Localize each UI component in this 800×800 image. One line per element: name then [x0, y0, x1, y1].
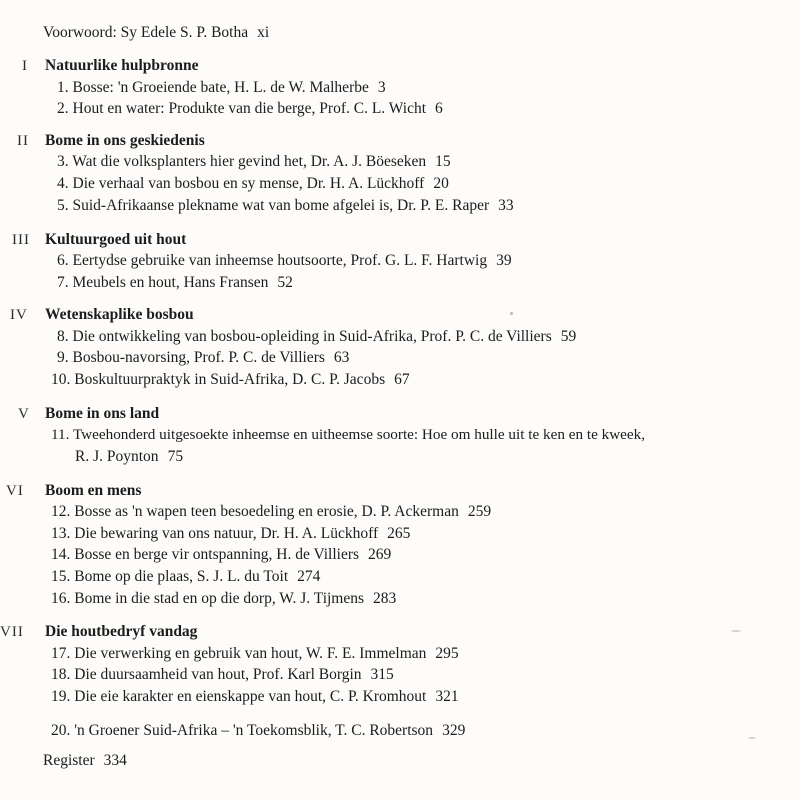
chapter-number: 15. — [51, 568, 71, 585]
chapter-title: Meubels en hout, Hans Fransen — [72, 274, 269, 291]
page-number: 20 — [433, 175, 449, 192]
register-entry[interactable] — [43, 751, 127, 771]
chapter-title: Tweehonderd uitgesoekte inheemse en uitheemse soorte: Hoe om hulle uit te ken en te kweek, — [72, 426, 646, 443]
chapter-entry[interactable] — [51, 370, 410, 390]
part-title: Natuurlike hulpbronne — [45, 57, 199, 74]
page-number: 59 — [560, 328, 577, 345]
chapter-entry[interactable] — [51, 567, 320, 587]
page-number: 265 — [387, 525, 411, 542]
page-number: 63 — [333, 349, 350, 366]
chapter-number: 14. — [51, 546, 71, 563]
chapter-number: 3. — [57, 153, 69, 170]
part-numeral: V — [18, 406, 30, 422]
chapter-title: Die bewaring van ons natuur, Dr. H. A. Lückhoff — [74, 525, 379, 542]
part-numeral: I — [22, 58, 28, 74]
chapter-title: Bosse as 'n wapen teen besoedeling en erosie, D. P. Ackerman — [74, 503, 459, 520]
chapter-title: Bosse: 'n Groeiende bate, H. L. de W. Malherbe — [72, 79, 369, 96]
chapter-number: 11. — [51, 426, 70, 443]
chapter-entry[interactable] — [57, 196, 514, 216]
chapter-title: Bome in die stad en op die dorp, W. J. Tijmens — [74, 590, 365, 607]
page-number: 6 — [435, 100, 443, 117]
chapter-author: R. J. Poynton — [75, 448, 159, 465]
chapter-title: Bosse en berge vir ontspanning, H. de Villiers — [74, 546, 360, 563]
chapter-entry[interactable] — [57, 174, 449, 194]
page-number: 274 — [297, 568, 321, 585]
part-numeral: VI — [6, 483, 24, 499]
register-label: Register — [43, 752, 95, 769]
chapter-title: Die duursaamheid van hout, Prof. Karl Borgin — [74, 666, 362, 683]
chapter-number: 8. — [57, 328, 69, 345]
chapter-number: 19. — [51, 688, 71, 705]
page-number: 315 — [370, 666, 394, 683]
chapter-number: 10. — [51, 371, 71, 388]
chapter-number: 4. — [57, 175, 69, 192]
chapter-number: 13. — [51, 525, 71, 542]
chapter-entry[interactable] — [57, 348, 349, 368]
chapter-number: 1. — [57, 79, 69, 96]
chapter-number: 5. — [57, 197, 69, 214]
chapter-entry[interactable] — [57, 152, 451, 172]
chapter-entry[interactable] — [51, 524, 410, 544]
chapter-entry[interactable] — [57, 327, 576, 347]
chapter-entry[interactable] — [51, 721, 465, 741]
chapter-title: Eertydse gebruike van inheemse houtsoorte, Prof. G. L. F. Hartwig — [72, 252, 488, 269]
chapter-number: 7. — [57, 274, 69, 291]
chapter-entry[interactable] — [51, 545, 391, 565]
part-title: Bome in ons land — [45, 405, 160, 422]
page-number: 39 — [496, 252, 512, 269]
chapter-title: Hout en water: Produkte van die berge, Prof. C. L. Wicht — [72, 100, 427, 117]
page-number: 295 — [435, 645, 459, 662]
chapter-number: 6. — [57, 252, 69, 269]
chapter-entry[interactable] — [51, 644, 459, 664]
paper-speck — [748, 737, 756, 739]
chapter-title: Die eie karakter en eienskappe van hout, C. P. Kromhout — [74, 688, 427, 705]
chapter-number: 16. — [51, 590, 71, 607]
page-number: 52 — [277, 274, 293, 291]
page-number: 67 — [394, 371, 410, 388]
page-number: 33 — [498, 197, 514, 214]
chapter-number: 2. — [57, 100, 69, 117]
chapter-title: Bome op die plaas, S. J. L. du Toit — [74, 568, 289, 585]
page-number: 334 — [103, 752, 127, 769]
chapter-entry[interactable] — [51, 687, 459, 707]
page-number: 283 — [373, 590, 397, 607]
paper-speck — [510, 312, 513, 315]
part-title: Wetenskaplike bosbou — [45, 306, 194, 323]
part-title: Bome in ons geskiedenis — [45, 132, 205, 149]
chapter-title: 'n Groener Suid-Afrika – 'n Toekomsblik, T. C. Robertson — [74, 722, 434, 739]
chapter-entry[interactable] — [51, 665, 394, 685]
page-number: 259 — [467, 503, 492, 520]
part-numeral: III — [12, 232, 30, 248]
part-numeral: VII — [0, 624, 24, 640]
page-number: 3 — [377, 79, 386, 96]
chapter-title: Suid-Afrikaanse plekname wat van bome afgelei is, Dr. P. E. Raper — [72, 197, 490, 214]
chapter-title: Boskultuurpraktyk in Suid-Afrika, D. C. P. Jacobs — [74, 371, 386, 388]
chapter-title: Die ontwikkeling van bosbou-opleiding in Suid-Afrika, Prof. P. C. de Villiers — [72, 328, 552, 345]
part-title: Boom en mens — [45, 482, 142, 499]
chapter-title: Die verhaal van bosbou en sy mense, Dr. H. A. Lückhoff — [72, 175, 425, 192]
page-number: 269 — [368, 546, 392, 563]
chapter-entry[interactable] — [57, 273, 293, 293]
page-number: 15 — [435, 153, 451, 170]
part-title: Die houtbedryf vandag — [45, 623, 198, 640]
chapter-number: 9. — [57, 349, 69, 366]
part-numeral: IV — [10, 307, 28, 323]
page-number: 75 — [167, 448, 184, 465]
chapter-title: Wat die volksplanters hier gevind het, Dr. A. J. Böeseken — [72, 153, 427, 170]
chapter-entry[interactable] — [51, 502, 491, 522]
page-number: 329 — [442, 722, 466, 739]
page-number: 321 — [435, 688, 459, 705]
part-numeral: II — [17, 133, 29, 149]
paper-speck — [731, 630, 741, 632]
chapter-entry[interactable] — [51, 425, 645, 445]
chapter-entry-continuation[interactable] — [75, 447, 183, 467]
chapter-entry[interactable] — [51, 589, 396, 609]
page-number: xi — [257, 24, 270, 41]
foreword-entry[interactable] — [43, 23, 269, 43]
foreword-label: Voorwoord: Sy Edele S. P. Botha — [43, 24, 249, 41]
chapter-entry[interactable] — [57, 78, 386, 98]
chapter-number: 17. — [51, 645, 71, 662]
chapter-number: 20. — [51, 722, 71, 739]
chapter-number: 18. — [51, 666, 71, 683]
chapter-title: Die verwerking en gebruik van hout, W. F. E. Immelman — [74, 645, 427, 662]
chapter-entry[interactable] — [57, 251, 512, 271]
chapter-entry[interactable] — [57, 99, 443, 119]
part-title: Kultuurgoed uit hout — [45, 231, 187, 248]
chapter-number: 12. — [51, 503, 71, 520]
chapter-title: Bosbou-navorsing, Prof. P. C. de Villiers — [72, 349, 325, 366]
